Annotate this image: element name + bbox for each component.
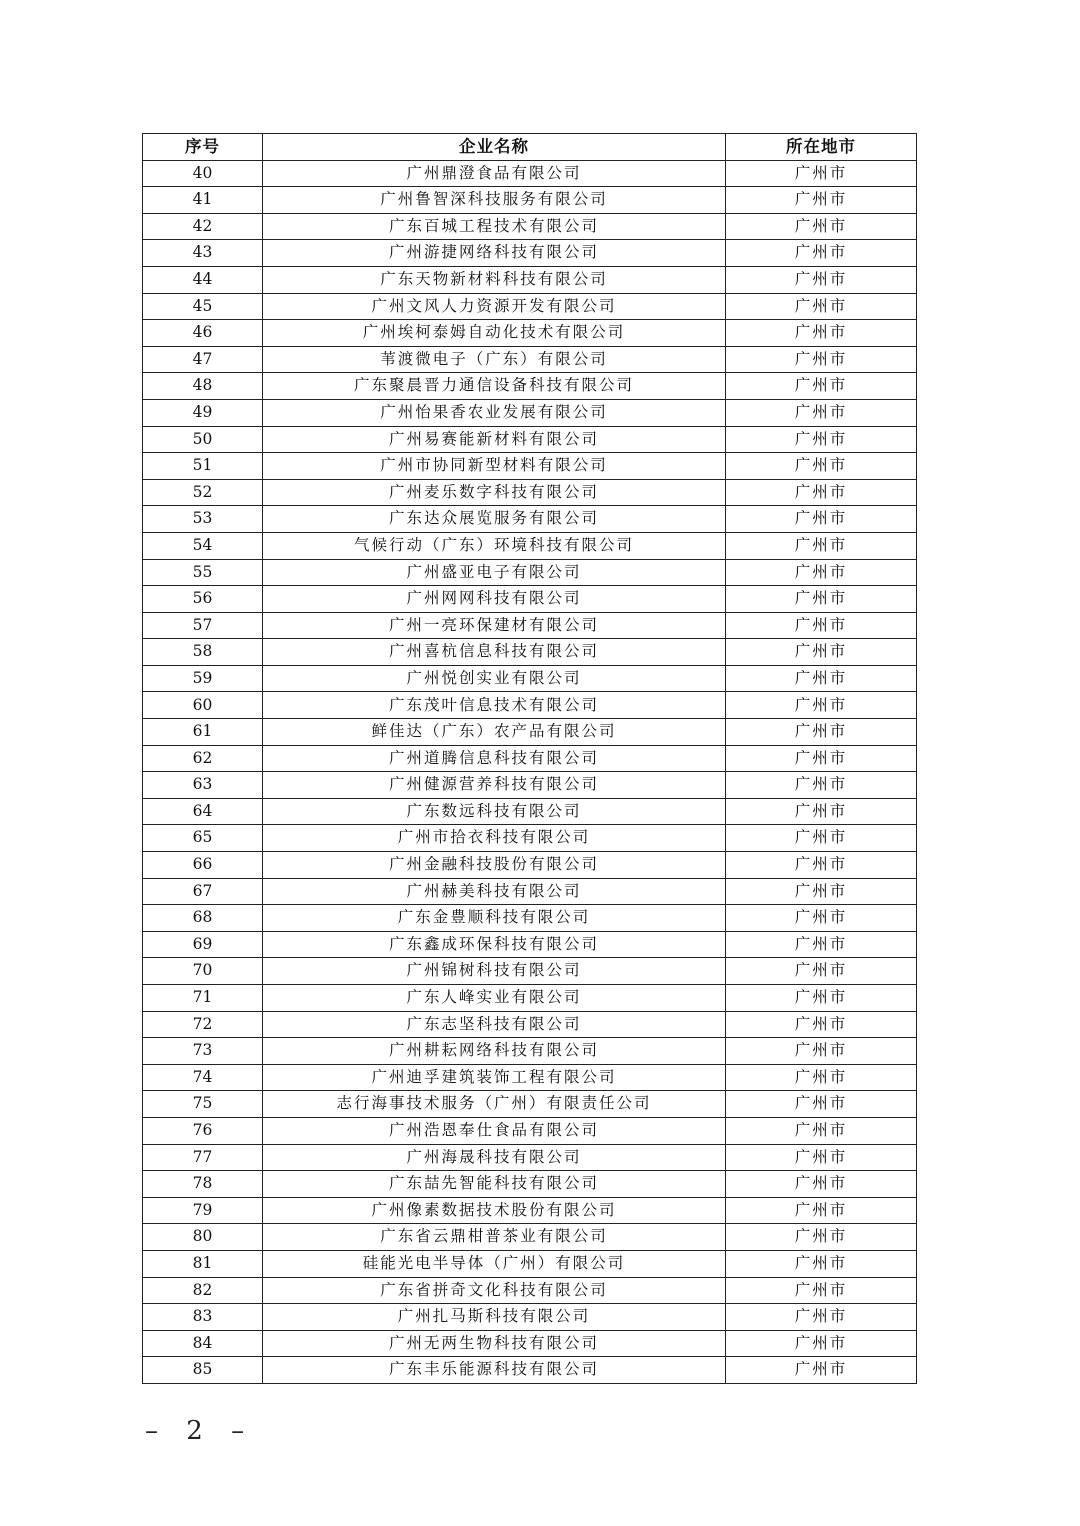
company-name-cell: 广东丰乐能源科技有限公司: [263, 1357, 726, 1384]
company-name-cell: 广州鼎澄食品有限公司: [263, 160, 726, 187]
company-name-cell: 志行海事技术服务（广州）有限责任公司: [263, 1091, 726, 1118]
serial-number-cell: 49: [143, 399, 263, 426]
table-row: [143, 1250, 917, 1277]
serial-number-cell: 40: [143, 160, 263, 187]
company-name-cell: 广州无两生物科技有限公司: [263, 1330, 726, 1357]
company-name-cell: 硅能光电半导体（广州）有限公司: [263, 1250, 726, 1277]
company-name-cell: 广州像素数据技术股份有限公司: [263, 1197, 726, 1224]
city-cell: 广州市: [726, 1250, 917, 1277]
serial-number-cell: 59: [143, 665, 263, 692]
table-row: [143, 692, 917, 719]
serial-number-cell: 47: [143, 346, 263, 373]
serial-number-cell: 84: [143, 1330, 263, 1357]
table-row: [143, 958, 917, 985]
serial-number-cell: 44: [143, 266, 263, 293]
table-row: [143, 665, 917, 692]
serial-number-cell: 71: [143, 985, 263, 1012]
table-row: [143, 985, 917, 1012]
serial-number-cell: 60: [143, 692, 263, 719]
table-row: [143, 1330, 917, 1357]
table-row: [143, 905, 917, 932]
city-cell: 广州市: [726, 1091, 917, 1118]
serial-number-cell: 83: [143, 1304, 263, 1331]
serial-number-cell: 79: [143, 1197, 263, 1224]
company-name-cell: 苇渡微电子（广东）有限公司: [263, 346, 726, 373]
company-name-cell: 广东茂叶信息技术有限公司: [263, 692, 726, 719]
company-name-cell: 广东天物新材料科技有限公司: [263, 266, 726, 293]
serial-number-cell: 68: [143, 905, 263, 932]
serial-number-cell: 72: [143, 1011, 263, 1038]
table-row: [143, 931, 917, 958]
city-cell: 广州市: [726, 1197, 917, 1224]
city-cell: 广州市: [726, 692, 917, 719]
serial-number-cell: 51: [143, 453, 263, 480]
company-name-cell: 广州道腾信息科技有限公司: [263, 745, 726, 772]
company-name-cell: 广州悦创实业有限公司: [263, 665, 726, 692]
table-row: [143, 293, 917, 320]
city-cell: 广州市: [726, 346, 917, 373]
table-row: [143, 639, 917, 666]
city-cell: 广州市: [726, 719, 917, 746]
company-name-cell: 广东数远科技有限公司: [263, 798, 726, 825]
serial-number-cell: 48: [143, 373, 263, 400]
table-row: [143, 453, 917, 480]
serial-number-cell: 61: [143, 719, 263, 746]
table-row: [143, 1197, 917, 1224]
company-name-cell: 广州扎马斯科技有限公司: [263, 1304, 726, 1331]
serial-number-cell: 69: [143, 931, 263, 958]
serial-number-cell: 64: [143, 798, 263, 825]
serial-number-cell: 43: [143, 240, 263, 267]
city-cell: 广州市: [726, 213, 917, 240]
header-company-name: 企业名称: [263, 134, 726, 161]
company-name-cell: 广东省拼奇文化科技有限公司: [263, 1277, 726, 1304]
table-row: [143, 506, 917, 533]
company-name-cell: 广州埃柯泰姆自动化技术有限公司: [263, 320, 726, 347]
table-row: [143, 825, 917, 852]
serial-number-cell: 57: [143, 612, 263, 639]
table-row: [143, 320, 917, 347]
city-cell: 广州市: [726, 1304, 917, 1331]
company-name-cell: 广东百城工程技术有限公司: [263, 213, 726, 240]
company-name-cell: 广州锦树科技有限公司: [263, 958, 726, 985]
table-row: [143, 1171, 917, 1198]
city-cell: 广州市: [726, 985, 917, 1012]
company-name-cell: 广东金豊顺科技有限公司: [263, 905, 726, 932]
city-cell: 广州市: [726, 506, 917, 533]
city-cell: 广州市: [726, 1011, 917, 1038]
company-name-cell: 广州耕耘网络科技有限公司: [263, 1038, 726, 1065]
table-row: [143, 1277, 917, 1304]
company-name-cell: 广州海晟科技有限公司: [263, 1144, 726, 1171]
company-name-cell: 鲜佳达（广东）农产品有限公司: [263, 719, 726, 746]
company-name-cell: 广州赫美科技有限公司: [263, 878, 726, 905]
city-cell: 广州市: [726, 187, 917, 214]
city-cell: 广州市: [726, 1038, 917, 1065]
city-cell: 广州市: [726, 825, 917, 852]
company-name-cell: 广东鑫成环保科技有限公司: [263, 931, 726, 958]
serial-number-cell: 67: [143, 878, 263, 905]
city-cell: 广州市: [726, 931, 917, 958]
table-row: [143, 1224, 917, 1251]
city-cell: 广州市: [726, 1117, 917, 1144]
serial-number-cell: 66: [143, 852, 263, 879]
serial-number-cell: 52: [143, 479, 263, 506]
company-list-table-wrapper: [142, 133, 916, 1384]
company-name-cell: 广东省云鼎柑普茶业有限公司: [263, 1224, 726, 1251]
company-name-cell: 广东达众展览服务有限公司: [263, 506, 726, 533]
city-cell: 广州市: [726, 1064, 917, 1091]
serial-number-cell: 78: [143, 1171, 263, 1198]
serial-number-cell: 75: [143, 1091, 263, 1118]
company-name-cell: 广州游捷网络科技有限公司: [263, 240, 726, 267]
city-cell: 广州市: [726, 532, 917, 559]
company-list-table: [142, 133, 917, 1384]
table-row: [143, 586, 917, 613]
city-cell: 广州市: [726, 266, 917, 293]
table-body: [143, 160, 917, 1383]
table-row: [143, 479, 917, 506]
city-cell: 广州市: [726, 745, 917, 772]
city-cell: 广州市: [726, 772, 917, 799]
table-row: [143, 532, 917, 559]
company-name-cell: 广州麦乐数字科技有限公司: [263, 479, 726, 506]
serial-number-cell: 63: [143, 772, 263, 799]
serial-number-cell: 46: [143, 320, 263, 347]
table-row: [143, 1038, 917, 1065]
table-row: [143, 1011, 917, 1038]
company-name-cell: 广东志坚科技有限公司: [263, 1011, 726, 1038]
company-name-cell: 广东聚晨晋力通信设备科技有限公司: [263, 373, 726, 400]
company-name-cell: 广州盛亚电子有限公司: [263, 559, 726, 586]
city-cell: 广州市: [726, 1224, 917, 1251]
table-row: [143, 426, 917, 453]
serial-number-cell: 56: [143, 586, 263, 613]
table-row: [143, 160, 917, 187]
company-name-cell: 广州金融科技股份有限公司: [263, 852, 726, 879]
serial-number-cell: 41: [143, 187, 263, 214]
city-cell: 广州市: [726, 905, 917, 932]
city-cell: 广州市: [726, 852, 917, 879]
city-cell: 广州市: [726, 1357, 917, 1384]
city-cell: 广州市: [726, 612, 917, 639]
table-row: [143, 798, 917, 825]
city-cell: 广州市: [726, 160, 917, 187]
city-cell: 广州市: [726, 1171, 917, 1198]
table-row: [143, 745, 917, 772]
table-row: [143, 1091, 917, 1118]
header-serial-number: 序号: [143, 134, 263, 161]
serial-number-cell: 77: [143, 1144, 263, 1171]
table-row: [143, 852, 917, 879]
table-row: [143, 559, 917, 586]
company-name-cell: 广州健源营养科技有限公司: [263, 772, 726, 799]
header-city: 所在地市: [726, 134, 917, 161]
table-row: [143, 1144, 917, 1171]
serial-number-cell: 74: [143, 1064, 263, 1091]
serial-number-cell: 45: [143, 293, 263, 320]
city-cell: 广州市: [726, 1330, 917, 1357]
company-name-cell: 广东喆先智能科技有限公司: [263, 1171, 726, 1198]
table-row: [143, 1117, 917, 1144]
city-cell: 广州市: [726, 453, 917, 480]
serial-number-cell: 80: [143, 1224, 263, 1251]
city-cell: 广州市: [726, 586, 917, 613]
table-row: [143, 213, 917, 240]
table-row: [143, 772, 917, 799]
city-cell: 广州市: [726, 293, 917, 320]
city-cell: 广州市: [726, 958, 917, 985]
table-row: [143, 1304, 917, 1331]
header-row: [143, 134, 917, 161]
city-cell: 广州市: [726, 665, 917, 692]
table-row: [143, 266, 917, 293]
serial-number-cell: 70: [143, 958, 263, 985]
serial-number-cell: 50: [143, 426, 263, 453]
page-number: – 2 –: [145, 1416, 255, 1446]
company-name-cell: 广东人峰实业有限公司: [263, 985, 726, 1012]
serial-number-cell: 54: [143, 532, 263, 559]
city-cell: 广州市: [726, 559, 917, 586]
table-row: [143, 1064, 917, 1091]
city-cell: 广州市: [726, 1144, 917, 1171]
company-name-cell: 气候行动（广东）环境科技有限公司: [263, 532, 726, 559]
serial-number-cell: 62: [143, 745, 263, 772]
table-row: [143, 346, 917, 373]
table-row: [143, 878, 917, 905]
table-row: [143, 719, 917, 746]
serial-number-cell: 42: [143, 213, 263, 240]
table-row: [143, 373, 917, 400]
company-name-cell: 广州文风人力资源开发有限公司: [263, 293, 726, 320]
city-cell: 广州市: [726, 1277, 917, 1304]
serial-number-cell: 55: [143, 559, 263, 586]
company-name-cell: 广州喜杭信息科技有限公司: [263, 639, 726, 666]
city-cell: 广州市: [726, 426, 917, 453]
table-row: [143, 1357, 917, 1384]
table-row: [143, 612, 917, 639]
company-name-cell: 广州一亮环保建材有限公司: [263, 612, 726, 639]
serial-number-cell: 81: [143, 1250, 263, 1277]
serial-number-cell: 58: [143, 639, 263, 666]
city-cell: 广州市: [726, 399, 917, 426]
company-name-cell: 广州易赛能新材料有限公司: [263, 426, 726, 453]
table-header: [143, 134, 917, 161]
serial-number-cell: 85: [143, 1357, 263, 1384]
company-name-cell: 广州迪孚建筑装饰工程有限公司: [263, 1064, 726, 1091]
table-row: [143, 399, 917, 426]
serial-number-cell: 73: [143, 1038, 263, 1065]
table-row: [143, 240, 917, 267]
company-name-cell: 广州市协同新型材料有限公司: [263, 453, 726, 480]
city-cell: 广州市: [726, 479, 917, 506]
company-name-cell: 广州怡果香农业发展有限公司: [263, 399, 726, 426]
city-cell: 广州市: [726, 240, 917, 267]
city-cell: 广州市: [726, 320, 917, 347]
city-cell: 广州市: [726, 373, 917, 400]
city-cell: 广州市: [726, 878, 917, 905]
serial-number-cell: 76: [143, 1117, 263, 1144]
company-name-cell: 广州网网科技有限公司: [263, 586, 726, 613]
company-name-cell: 广州市拾衣科技有限公司: [263, 825, 726, 852]
serial-number-cell: 53: [143, 506, 263, 533]
company-name-cell: 广州浩恩奉仕食品有限公司: [263, 1117, 726, 1144]
company-name-cell: 广州鲁智深科技服务有限公司: [263, 187, 726, 214]
city-cell: 广州市: [726, 639, 917, 666]
city-cell: 广州市: [726, 798, 917, 825]
serial-number-cell: 82: [143, 1277, 263, 1304]
table-row: [143, 187, 917, 214]
serial-number-cell: 65: [143, 825, 263, 852]
